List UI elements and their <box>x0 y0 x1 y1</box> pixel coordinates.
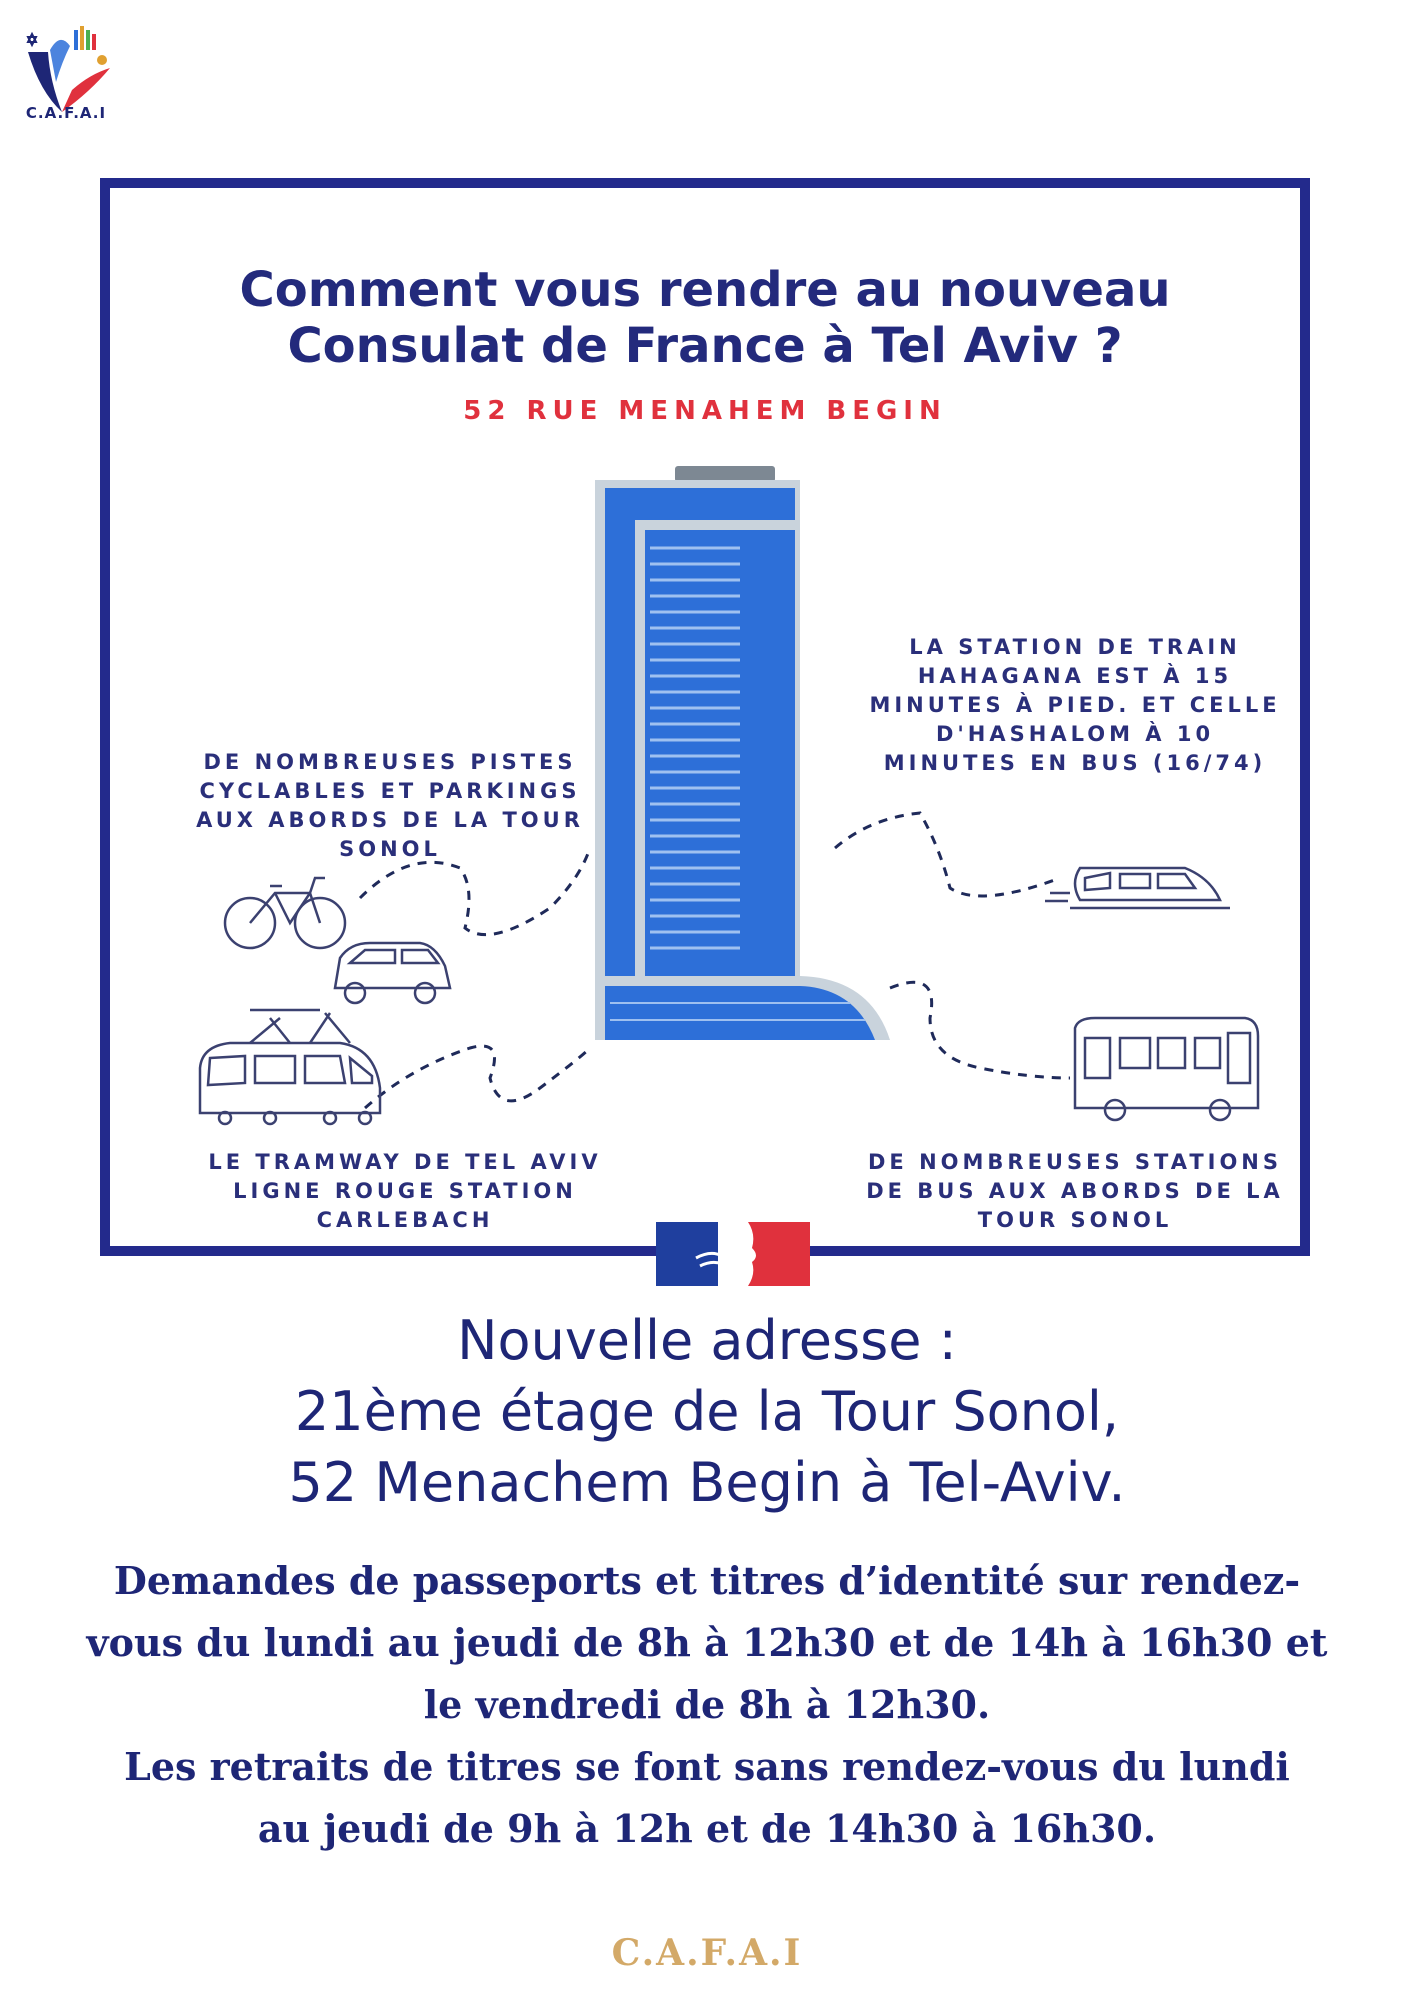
tram-icon <box>200 1010 380 1124</box>
path-bus <box>890 982 1070 1078</box>
tower-illustration <box>595 466 890 1040</box>
opening-hours-info <box>60 1550 1354 1860</box>
poster-title-line: Consulat de France à Tel Aviv ? <box>287 318 1123 374</box>
info-line: Les retraits de titres se font sans rendez-vous du lundi <box>124 1744 1290 1789</box>
info-line: le vendredi de 8h à 12h30. <box>423 1682 991 1727</box>
path-train <box>835 813 1060 896</box>
train-icon <box>1045 868 1230 908</box>
bus-icon <box>1075 1018 1258 1120</box>
car-icon <box>335 943 450 1003</box>
new-address-line: 52 Menachem Begin à Tel-Aviv. <box>288 1451 1126 1514</box>
cafai-logo <box>10 12 120 142</box>
train-caption: LA STATION DE TRAIN HAHAGANA EST À 15 MINUTES À PIED. ET CELLE D'HASHALOM À 10 MINUTES EN BUS (16/74) <box>869 635 1281 775</box>
logo-text: C.A.F.A.I <box>25 104 107 122</box>
info-line: au jeudi de 9h à 12h et de 14h30 à 16h30. <box>257 1806 1157 1851</box>
poster-title-line: Comment vous rendre au nouveau <box>239 262 1171 318</box>
new-address-line: 21ème étage de la Tour Sonol, <box>294 1380 1120 1443</box>
new-address-line: Nouvelle adresse : <box>457 1309 957 1372</box>
tram-caption: LE TRAMWAY DE TEL AVIV LIGNE ROUGE STATION CARLEBACH <box>208 1150 602 1232</box>
french-republic-flag-icon <box>656 1222 810 1286</box>
consulat-poster <box>100 178 1310 1256</box>
bike-caption: DE NOMBREUSES PISTES CYCLABLES ET PARKINGS AUX ABORDS DE LA TOUR SONOL <box>196 750 584 861</box>
poster-address: 52 RUE MENAHEM BEGIN <box>463 396 947 426</box>
info-line: vous du lundi au jeudi de 8h à 12h30 et de 14h à 16h30 et <box>86 1620 1328 1665</box>
new-address <box>0 1305 1414 1518</box>
info-line: Demandes de passeports et titres d’identité sur rendez- <box>113 1558 1301 1603</box>
bicycle-icon <box>225 878 345 948</box>
path-tram <box>365 1046 590 1108</box>
poster-title <box>110 262 1300 374</box>
bus-caption: DE NOMBREUSES STATIONS DE BUS AUX ABORDS DE LA TOUR SONOL <box>866 1150 1284 1232</box>
footer-brand: C.A.F.A.I <box>611 1932 803 1974</box>
